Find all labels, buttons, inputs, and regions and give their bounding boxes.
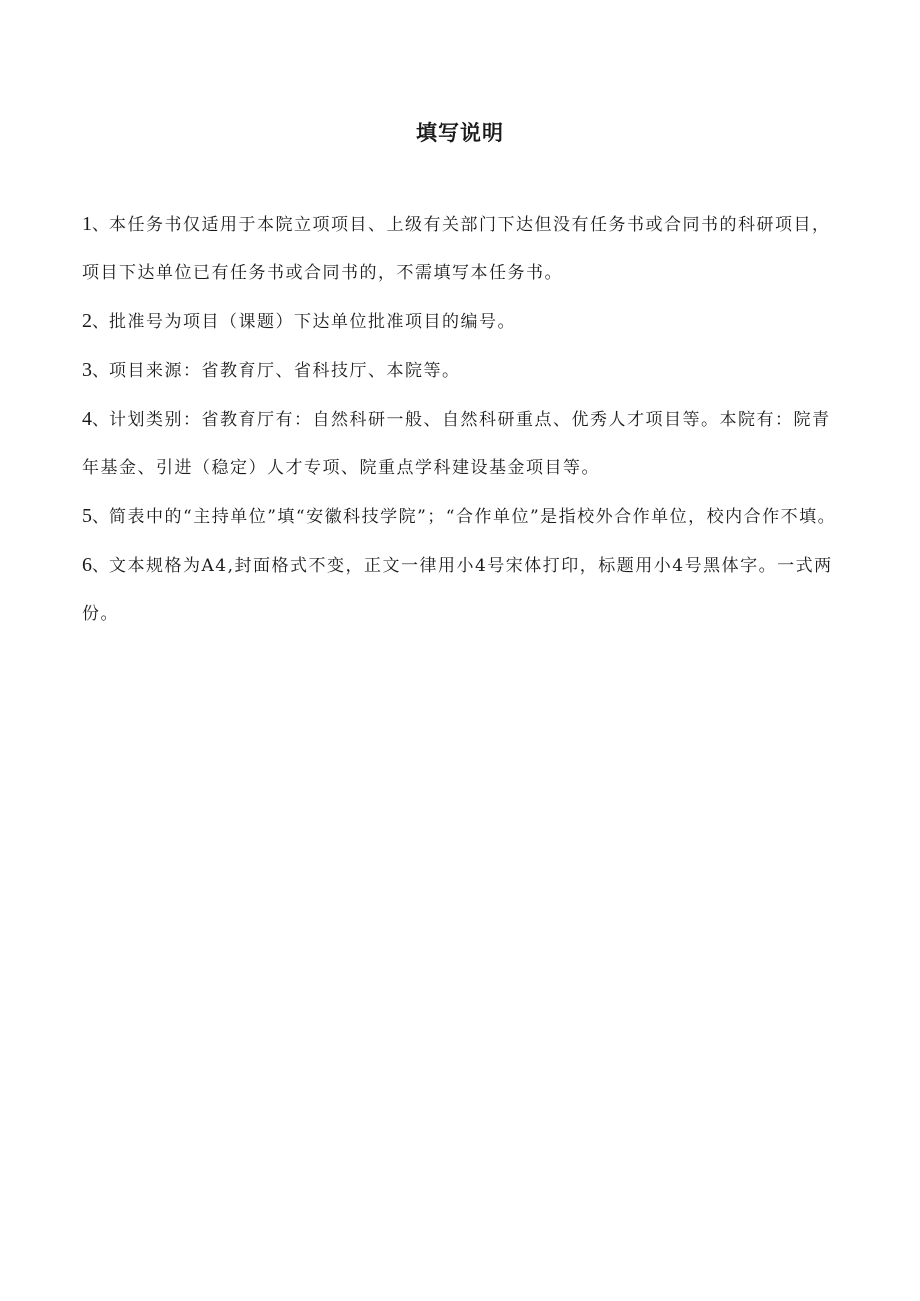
instruction-list — [82, 200, 840, 638]
instruction-item-6 — [82, 541, 840, 638]
item-separator: 、 — [92, 507, 109, 527]
instruction-item-1 — [82, 200, 840, 297]
instruction-item-4 — [82, 395, 840, 492]
instruction-item-5 — [82, 492, 840, 541]
item-separator: 、 — [92, 312, 109, 332]
item-text: 文本规格为A4,封面格式不变，正文一律用小4号宋体打印，标题用小4号黑体字。一式两份。 — [82, 556, 833, 624]
item-separator: 、 — [92, 410, 109, 430]
item-text: 批准号为项目（课题）下达单位批准项目的编号。 — [109, 312, 516, 332]
item-number: 1 — [82, 213, 92, 235]
instruction-item-3 — [82, 346, 840, 395]
item-separator: 、 — [92, 556, 109, 576]
item-text: 项目来源：省教育厅、省科技厅、本院等。 — [109, 361, 461, 381]
item-number: 2 — [82, 310, 92, 332]
instruction-item-2 — [82, 297, 840, 346]
item-number: 3 — [82, 359, 92, 381]
item-text: 本任务书仅适用于本院立项项目、上级有关部门下达但没有任务书或合同书的科研项目，项目下达单位已有任务书或合同书的，不需填写本任务书。 — [82, 215, 831, 283]
item-separator: 、 — [92, 215, 109, 235]
item-text: 计划类别：省教育厅有：自然科研一般、自然科研重点、优秀人才项目等。本院有：院青年基金、引进（稳定）人才专项、院重点学科建设基金项目等。 — [82, 410, 831, 478]
item-text: 简表中的“主持单位”填“安徽科技学院”；“合作单位”是指校外合作单位，校内合作不填。 — [109, 507, 837, 527]
item-number: 6 — [82, 554, 92, 576]
item-number: 4 — [82, 408, 92, 430]
item-separator: 、 — [92, 361, 109, 381]
page-title: 填写说明 — [416, 121, 504, 145]
item-number: 5 — [82, 505, 92, 527]
